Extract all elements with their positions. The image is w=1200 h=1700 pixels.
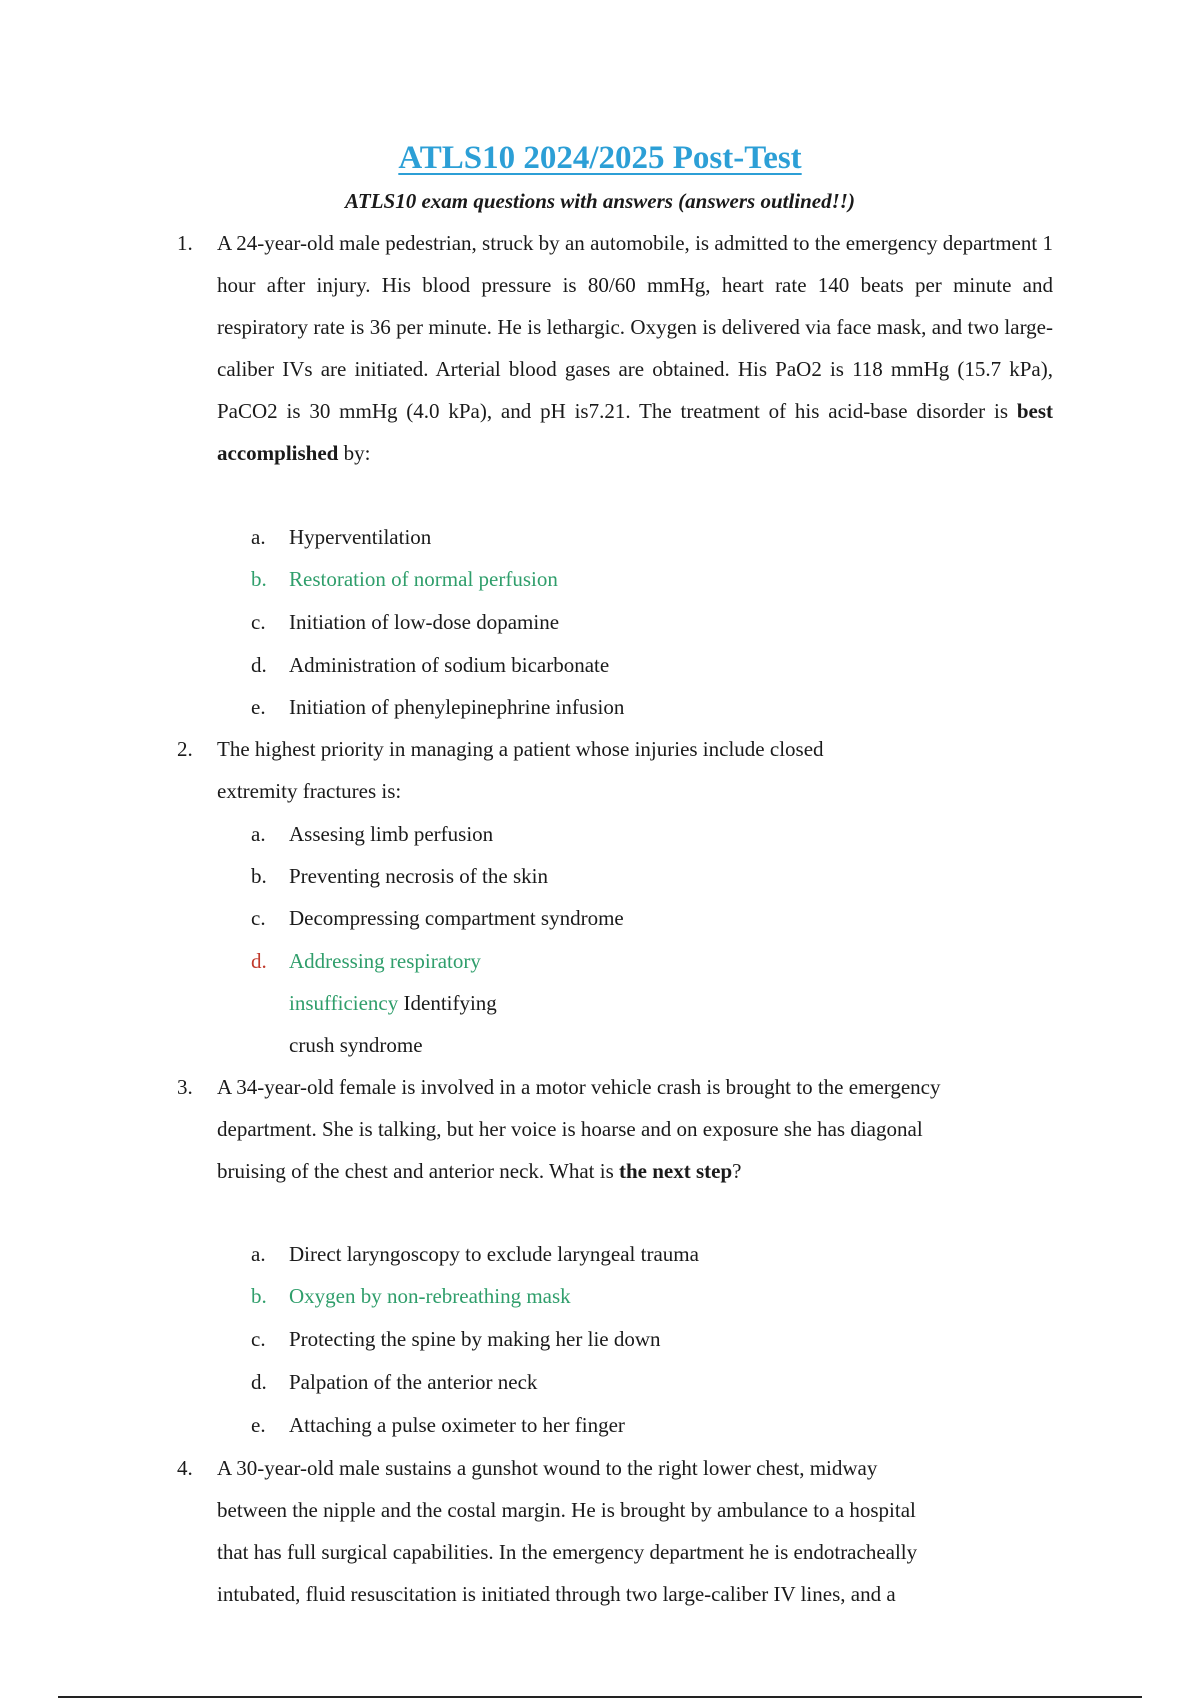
- question-3: [177, 1066, 1053, 1192]
- question-1: [177, 222, 1053, 474]
- question-text-line: intubated, fluid resuscitation is initiated through two large-caliber IV lines, and a: [217, 1582, 896, 1606]
- page-bottom-rule: [58, 1696, 1142, 1698]
- question-text-line: department. She is talking, but her voice is hoarse and on exposure she has diagonal: [217, 1117, 923, 1141]
- question-4: [177, 1447, 1053, 1615]
- question-number: 3.: [177, 1075, 193, 1099]
- page-title: ATLS10 2024/2025 Post-Test: [398, 140, 802, 176]
- question-text-line: A 34-year-old female is involved in a motor vehicle crash is brought to the emergency: [217, 1075, 941, 1099]
- question-text-line: between the nipple and the costal margin. He is brought by ambulance to a hospital: [217, 1498, 916, 1522]
- page-subtitle: ATLS10 exam questions with answers (answers outlined!!): [345, 189, 855, 213]
- question-number: 1.: [177, 231, 193, 255]
- question-2: [177, 728, 1053, 812]
- question-emphasis: best accomplished: [217, 399, 1053, 465]
- question-text: A 24-year-old male pedestrian, struck by an automobile, is admitted to the emergency department 1 hour after injury. His blood pressure is 80/60 mmHg, heart rate 140 beats per minute and respiratory rate is 36 per minute. He is lethargic. Oxygen is delivered via face mask, and two large-caliber IVs are initiated. Arterial blood gases are obtained. His PaO2 is 118 mmHg (15.7 kPa), PaCO2 is 30 mmHg (4.0 kPa), and pH is7.21. The treatment of his acid-base disorder is: [217, 231, 1053, 423]
- document-page: ATLS10 2024/2025 Post-Test ATLS10 exam questions with answers (answers outlined!!) 1. A 24-year-old male pedestrian, struck by an automobile, is admitted to the emergency department 1 hour after injury. His blood pressure is 80/60 mmHg, heart rate 140 beats per minute and respiratory rate is 36 per minute. He is lethargic. Oxygen is delivered via face mask, and two large-caliber IVs are initiated. Arterial blood gases are obtained. His PaO2 is 118 mmHg (15.7 kPa), PaCO2 is 30 mmHg (4.0 kPa), and pH is7.21. The treatment of his acid-base disorder is best accomplished by: a. Hyperventilation b. Restoration of normal perfusion c. Initiation of low-dose dopamine d. Administration of sodium bicarbonate e. Initiation of phenylepinephrine infusion 2. The highest priority in managing a patient whose injuries include closed extremity fractures is: a. Assesing limb perfusion b. Preventing necrosis of the skin c. Decompressing compartment syndrome d. Addressing respiratory insufficiency Identifying crush syndrome 3. A 34-year-old female is involved in a motor vehicle crash is brought to the emergency department. She is talking, but her voice is hoarse and on exposure she has diagonal bruising of the chest and anterior neck. What is the next step? a. Direct laryngoscopy to exclude laryngeal trauma b. Oxygen by non-rebreathing mask c. Protecting the spine by making her lie down d. Palpation of the anterior neck e. Attaching a pulse oximeter to her finger 4. A 30-year-old male sustains a gunshot wound to the right lower chest, midway between the nipple and the costal margin. He is brought by ambulance to a hospital that has full surgical capabilities. In the emergency department he is endotracheally intubated, fluid resuscitation is initiated through two large-caliber IV lines, and a: [0, 0, 1200, 1700]
- question-number: 4.: [177, 1456, 193, 1480]
- question-text-end: by:: [338, 441, 371, 465]
- question-text-line: bruising of the chest and anterior neck. What is the next step?: [217, 1159, 742, 1183]
- question-text-line: that has full surgical capabilities. In the emergency department he is endotracheally: [217, 1540, 918, 1564]
- question-number: 2.: [177, 737, 193, 761]
- question-text-line: The highest priority in managing a patient whose injuries include closed: [217, 737, 824, 761]
- question-text-line: extremity fractures is:: [217, 779, 402, 803]
- question-text-line: A 30-year-old male sustains a gunshot wound to the right lower chest, midway: [217, 1456, 878, 1480]
